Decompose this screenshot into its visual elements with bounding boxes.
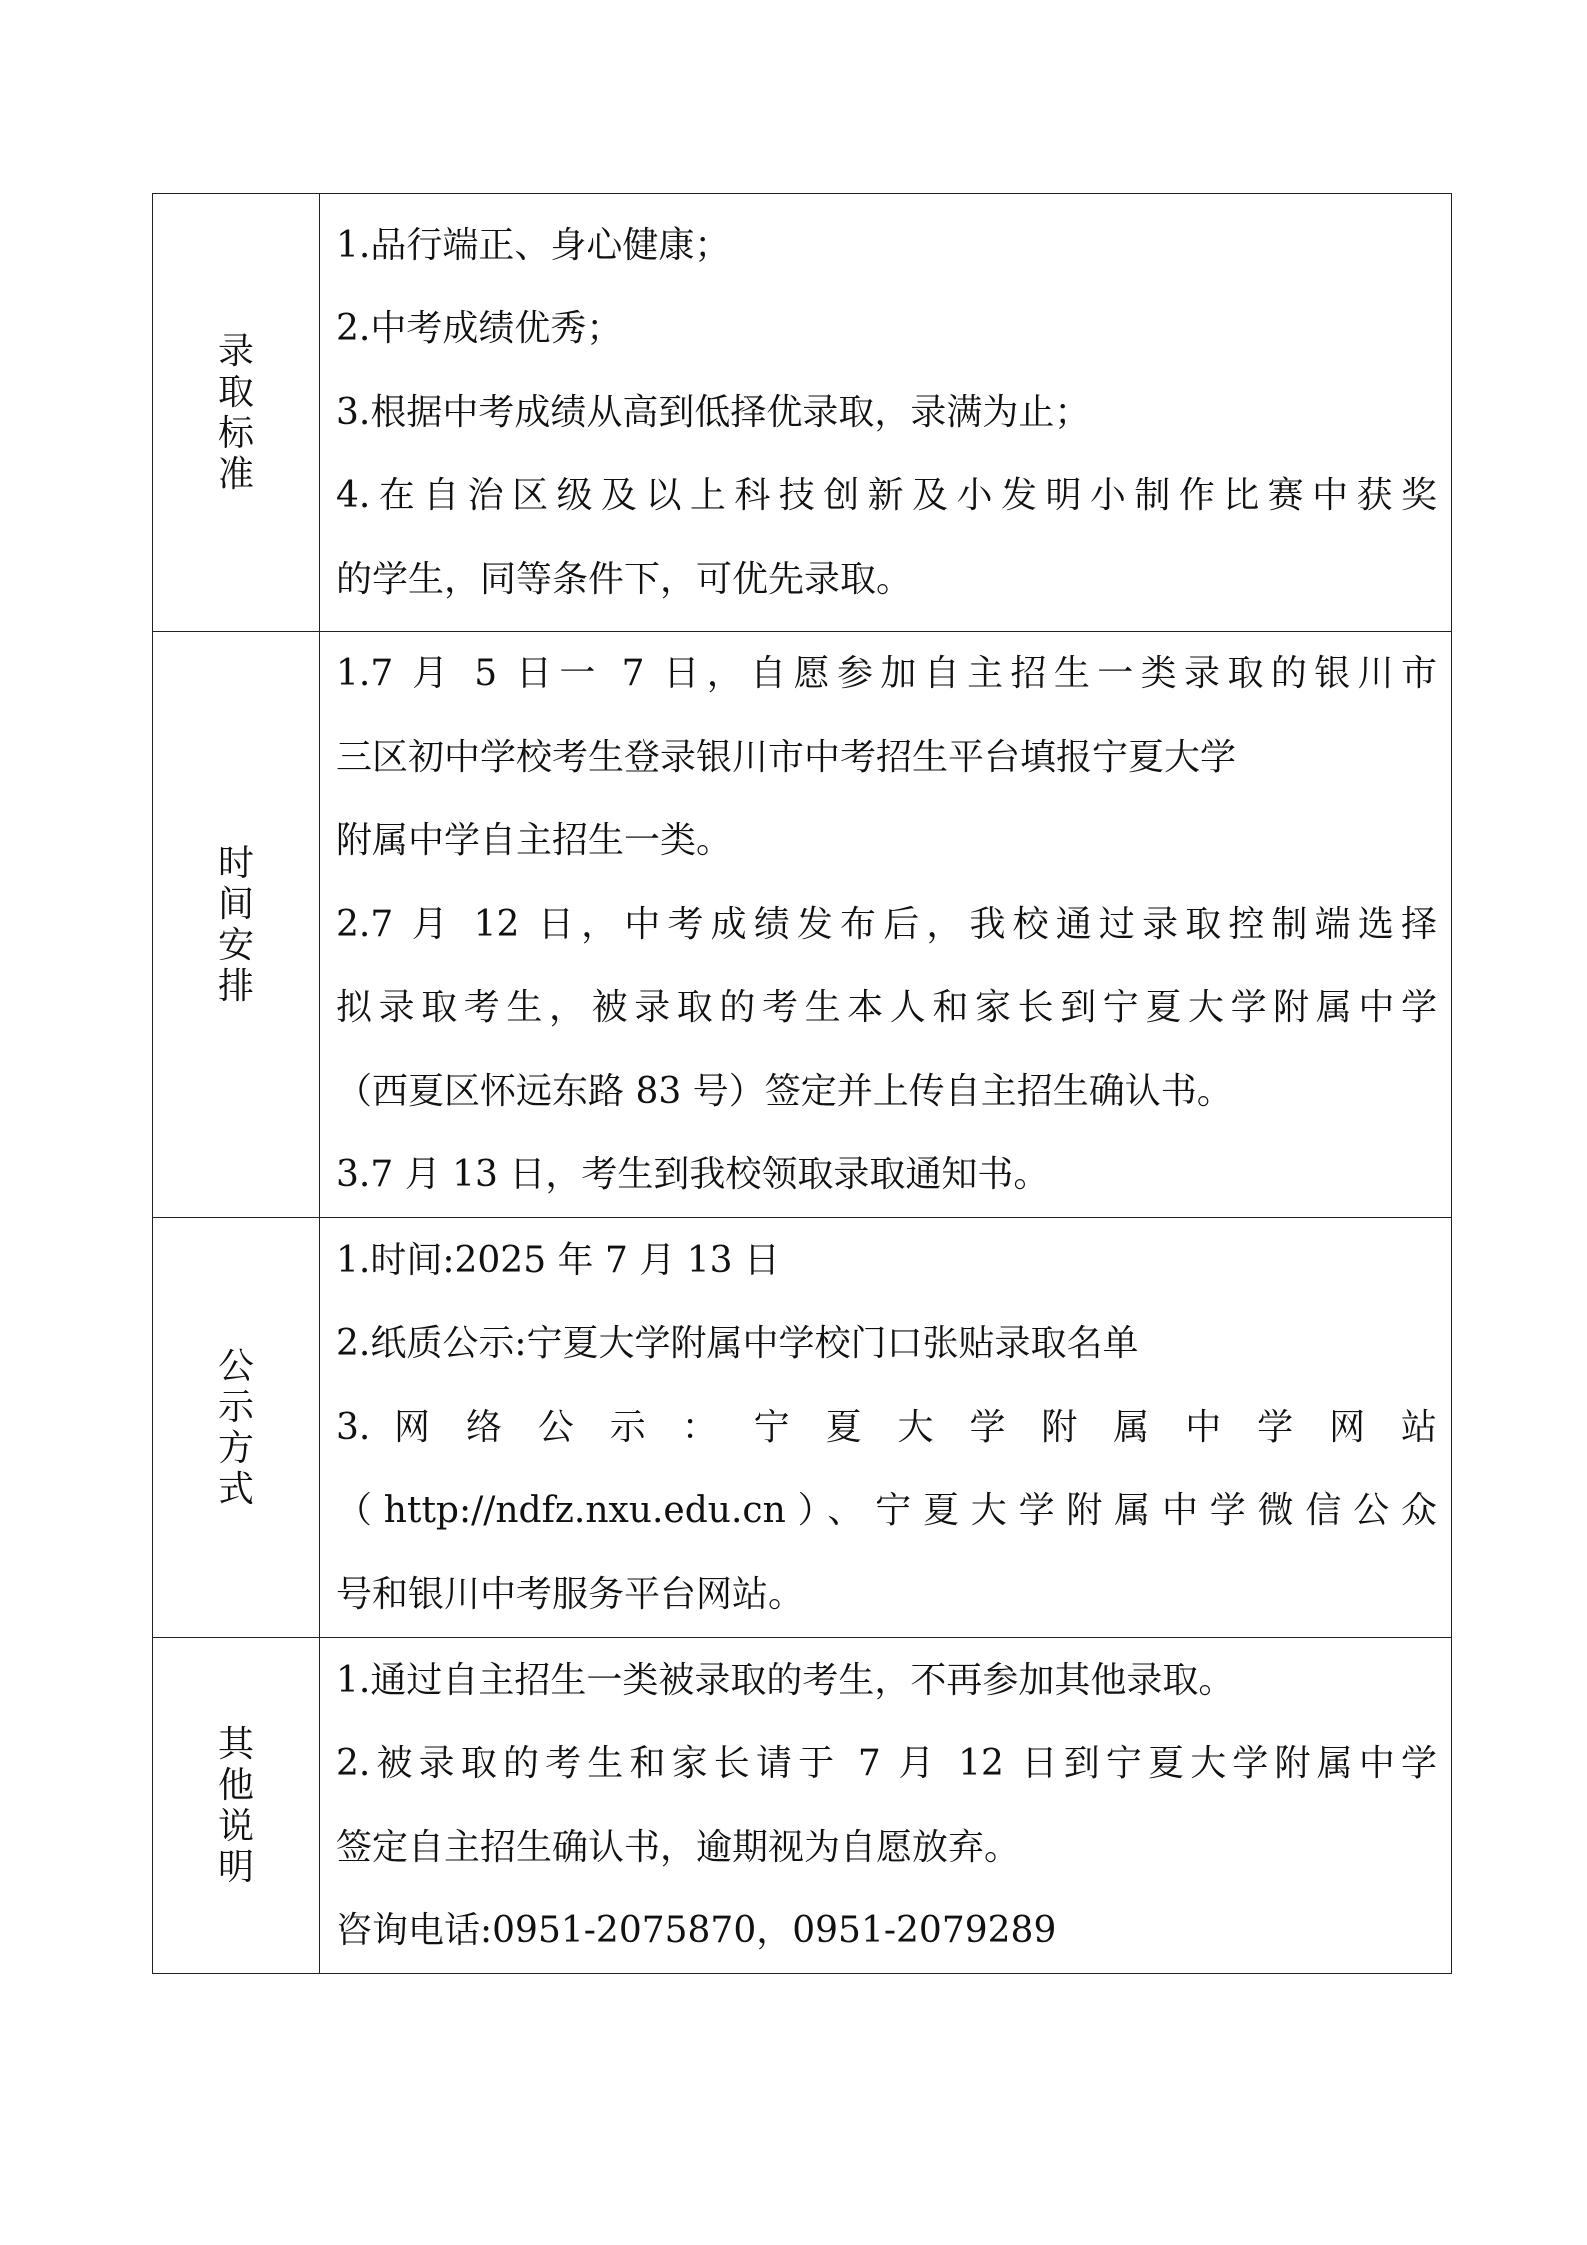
content-line: （西夏区怀远东路 83 号）签定并上传自主招生确认书。 — [336, 1070, 1233, 1112]
section-label-cell — [153, 1638, 320, 1974]
section-label: 录取标准 — [217, 330, 254, 495]
content-line: 的学生，同等条件下，可优先录取。 — [336, 558, 913, 600]
content-line: 2.7 月 12 日，中考成绩发布后，我校通过录取控制端选择 — [336, 903, 1437, 945]
content-line: 3.7 月 13 日，考生到我校领取录取通知书。 — [336, 1154, 1050, 1196]
content-line: 2.中考成绩优秀； — [336, 308, 623, 350]
content-line: 签定自主招生确认书，逾期视为自愿放弃。 — [336, 1826, 1021, 1868]
content-line: 1.品行端正、身心健康； — [336, 224, 731, 266]
section-content — [320, 1218, 1452, 1638]
content-line: 1.7 月 5 日一 7 日，自愿参加自主招生一类录取的银川市 — [336, 653, 1437, 695]
content-line: 附属中学自主招生一类。 — [336, 820, 733, 862]
section-publicity — [153, 1218, 1452, 1638]
section-content — [320, 632, 1452, 1218]
content-line: 3. 网 络 公 示 ： 宁 夏 大 学 附 属 中 学 网 站 — [336, 1406, 1437, 1448]
content-line: 2.被录取的考生和家长请于 7 月 12 日到宁夏大学附属中学 — [336, 1743, 1437, 1784]
section-label: 其他说明 — [217, 1723, 254, 1888]
content-line: 拟录取考生，被录取的考生本人和家长到宁夏大学附属中学 — [336, 987, 1437, 1029]
content-line: （http://ndfz.nxu.edu.cn）、宁夏大学附属中学微信公众 — [336, 1490, 1437, 1532]
section-label-cell — [153, 632, 320, 1218]
section-label-cell — [153, 1218, 320, 1638]
section-other-notes — [153, 1638, 1452, 1974]
content-line: 2.纸质公示:宁夏大学附属中学校门口张贴录取名单 — [336, 1323, 1139, 1365]
content-line: 1.通过自主招生一类被录取的考生，不再参加其他录取。 — [336, 1659, 1235, 1701]
section-schedule — [153, 632, 1452, 1218]
section-content — [320, 1638, 1452, 1974]
admission-info-table — [152, 193, 1452, 1974]
content-line: 1.时间:2025 年 7 月 13 日 — [336, 1239, 781, 1281]
section-admission-criteria — [153, 194, 1452, 632]
section-content — [320, 194, 1452, 632]
content-line: 号和银川中考服务平台网站。 — [336, 1573, 805, 1615]
section-label: 公示方式 — [217, 1345, 254, 1510]
section-label-cell — [153, 194, 320, 632]
content-line: 3.根据中考成绩从高到低择优录取，录满为止； — [336, 391, 1091, 433]
content-line: 4.在自治区级及以上科技创新及小发明小制作比赛中获奖 — [336, 475, 1437, 517]
section-label: 时间安排 — [217, 842, 254, 1007]
content-line: 三区初中学校考生登录银川市中考招生平台填报宁夏大学 — [336, 736, 1237, 778]
contact-phone-line: 咨询电话:0951-2075870，0951-2079289 — [336, 1910, 1057, 1951]
